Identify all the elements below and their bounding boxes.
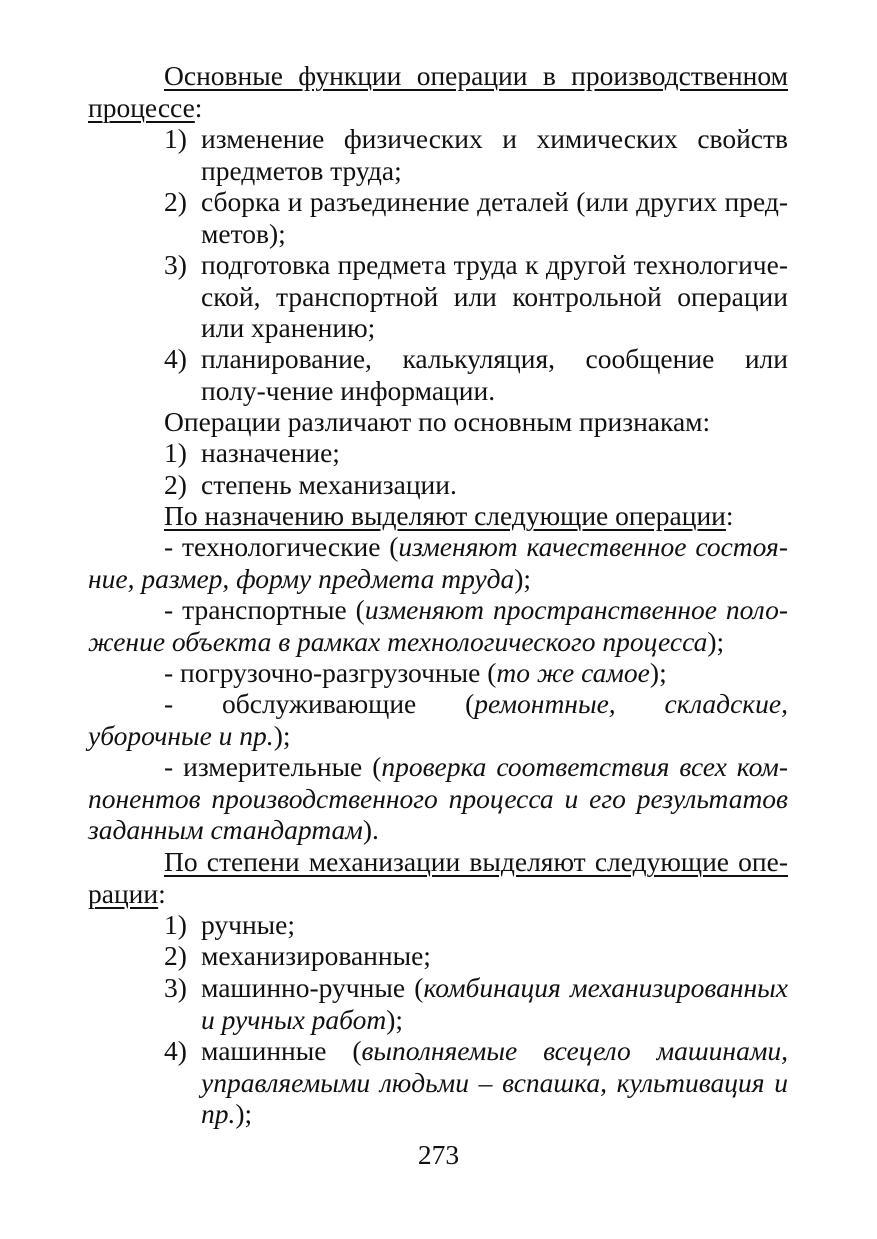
list-item: [164, 249, 788, 344]
purpose-item-name: - измерительные (: [164, 751, 382, 782]
list-item: [164, 909, 788, 941]
purpose-item-note: проверка соответствия всех ком-понентов производственного процесса и его результатов заданным стандартам: [88, 751, 789, 845]
page-number: 273: [417, 1139, 460, 1170]
list-item-text: механизированные;: [201, 940, 431, 971]
list-item-number: 1): [164, 123, 187, 154]
heading-mechanization-colon: :: [158, 877, 166, 909]
purpose-item-note: изменяют пространственное поло-жение объекта в рамках технологического процесса: [88, 594, 788, 657]
list-item-text: машинные (: [201, 1035, 362, 1066]
purpose-item: [88, 657, 788, 689]
purpose-item-note: то же самое: [496, 657, 650, 688]
heading-functions-text: Основные функции операции в производственном процессе: [88, 60, 788, 123]
list-item-number: 3): [164, 972, 187, 1003]
list-item-text: изменение физических и химических свойств предметов труда;: [201, 123, 788, 186]
purpose-item: [88, 594, 788, 657]
list-item-text: ручные;: [201, 909, 296, 940]
list-item: [164, 343, 788, 406]
heading-mechanization-text: По степени механизации выделяют следующие опе-рации: [88, 846, 788, 909]
list-item-number: 3): [164, 249, 187, 280]
list-item: [164, 972, 788, 1035]
heading-functions-colon: :: [194, 91, 203, 123]
purpose-item: [88, 688, 788, 751]
list-item-text: планирование, калькуляция, сообщение или полу-чение информации.: [201, 343, 788, 406]
purpose-item-name: - обслуживающие (: [164, 688, 475, 719]
purpose-item-close: );: [707, 625, 725, 657]
criteria-intro: Операции различают по основным признакам:: [164, 406, 711, 437]
purpose-item-close: );: [273, 719, 291, 751]
purpose-item-close: );: [649, 657, 667, 688]
list-item-text: сборка и разъединение деталей (или других пред-метов);: [201, 186, 788, 249]
list-item: [164, 123, 788, 186]
heading-mechanization: [88, 846, 788, 909]
list-item-close: );: [386, 1003, 404, 1035]
list-item: [164, 437, 788, 469]
purpose-item-name: - погрузочно-разгрузочные (: [164, 657, 497, 688]
purpose-item-note: изменяют качественное состоя-ние, размер, форму предмета труда: [88, 531, 788, 594]
list-item-number: 1): [164, 909, 187, 940]
heading-purpose: [164, 500, 788, 532]
list-item-text: степень механизации.: [201, 469, 457, 500]
list-item-note: выполняемые всецело машинами, управляемыми людьми – вспашка, культивация и пр.: [201, 1035, 788, 1129]
heading-purpose-text: По назначению выделяют следующие операции: [164, 500, 726, 531]
purpose-item-note: ремонтные, складские, уборочные и пр.: [88, 688, 788, 751]
list-item-note: комбинация механизированных и ручных работ: [201, 972, 788, 1035]
list-item-close: );: [235, 1098, 253, 1129]
list-item-number: 2): [164, 940, 187, 971]
list-item: [164, 186, 788, 249]
list-item-number: 4): [164, 1035, 187, 1066]
purpose-item: [88, 751, 788, 846]
list-item-number: 2): [164, 186, 187, 217]
list-item-number: 4): [164, 343, 187, 374]
list-item-text: подготовка предмета труда к другой технологиче-ской, транспортной или контрольной операции или хранению;: [201, 249, 788, 343]
heading-purpose-colon: :: [725, 500, 734, 531]
list-item-text: машинно-ручные (: [201, 972, 424, 1003]
purpose-item: [88, 531, 788, 594]
purpose-item-name: - транспортные (: [164, 594, 365, 625]
purpose-item-name: - технологические (: [164, 531, 399, 562]
list-item-number: 1): [164, 437, 187, 468]
purpose-item-close: ).: [362, 814, 379, 845]
purpose-item-close: );: [514, 562, 532, 594]
list-item-number: 2): [164, 469, 187, 500]
list-item: [164, 1035, 788, 1130]
heading-functions: [88, 60, 788, 123]
list-item-text: назначение;: [201, 437, 340, 468]
list-item: [164, 940, 788, 972]
list-item: [164, 469, 788, 501]
